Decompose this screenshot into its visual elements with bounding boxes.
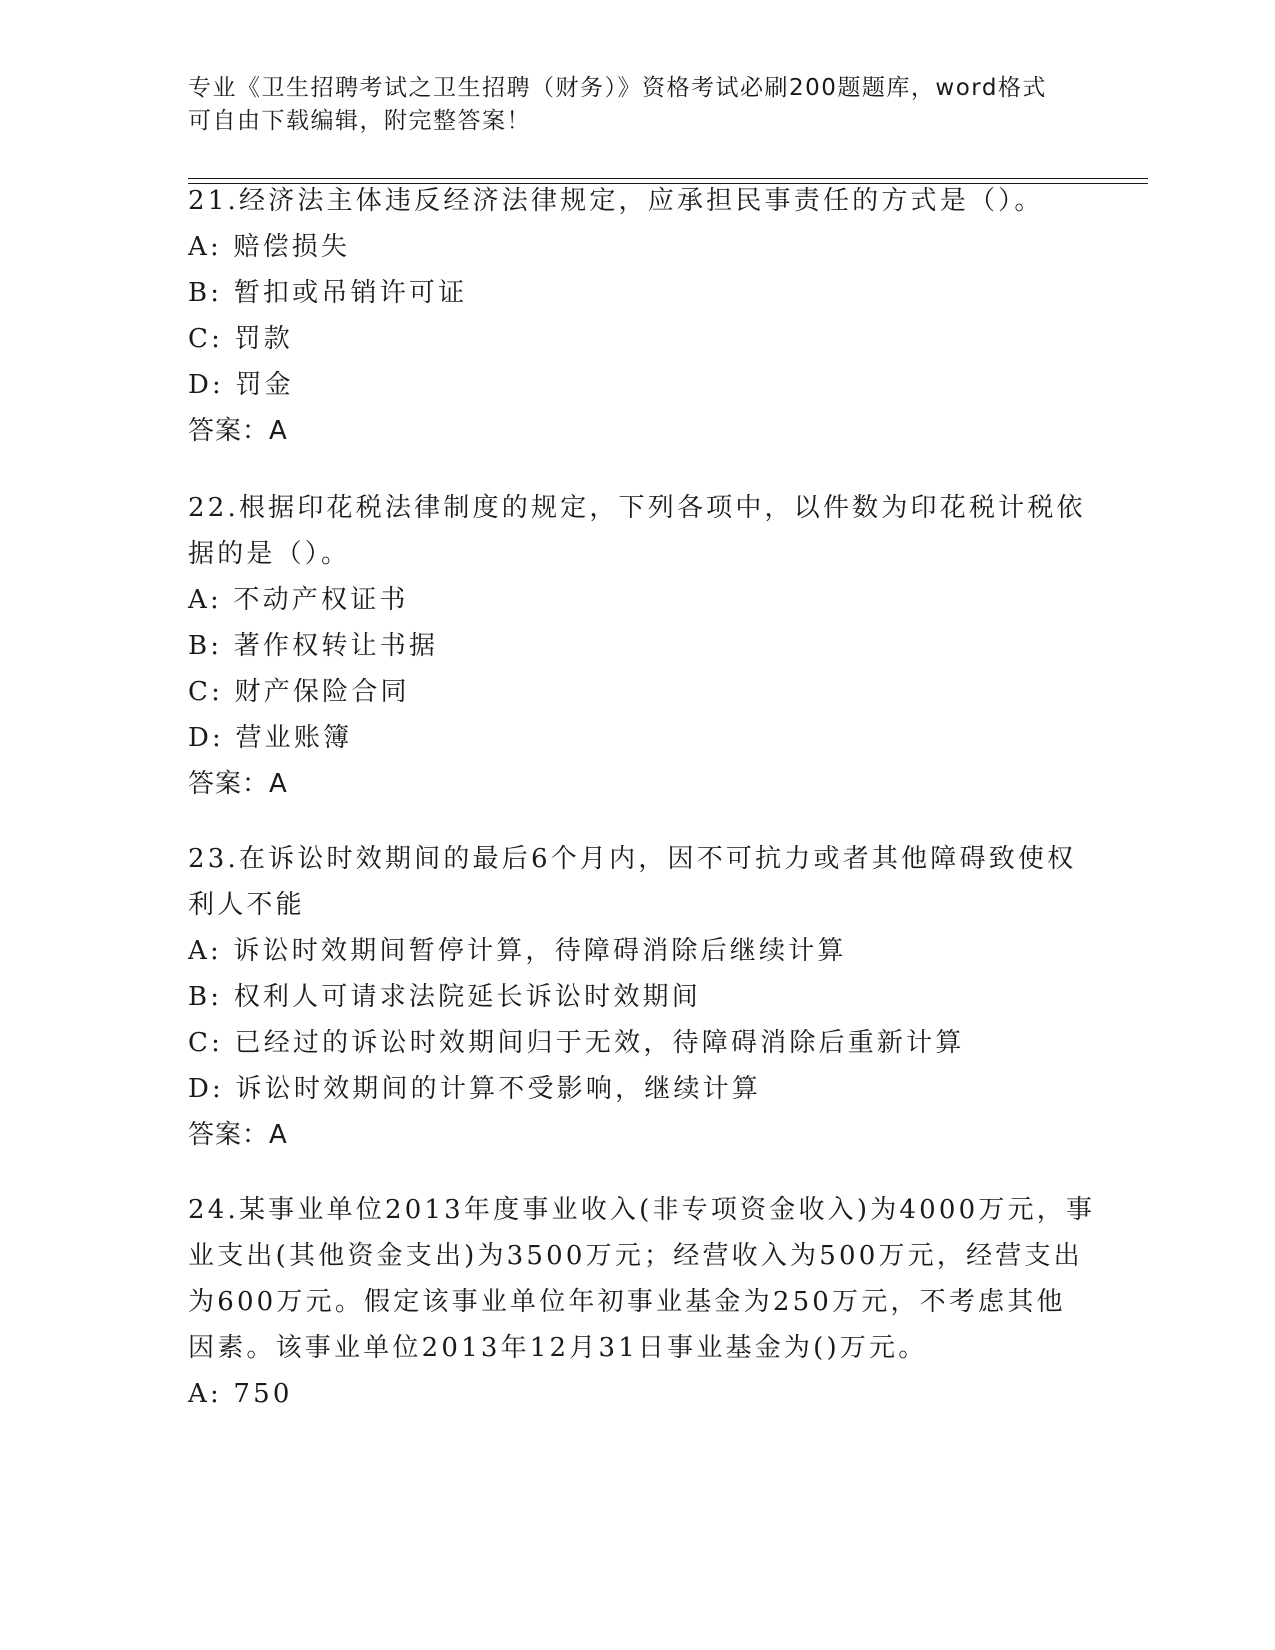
option-a: A: 750 [188,1379,293,1409]
stem-line: 为600万元。假定该事业单位年初事业基金为250万元，不考虑其他 [188,1287,1066,1317]
header-line-2: 可自由下载编辑，附完整答案！ [188,108,531,134]
stem-line: 因素。该事业单位2013年12月31日事业基金为()万元。 [188,1333,928,1363]
option-d: D: 诉讼时效期间的计算不受影响，继续计算 [188,1074,762,1104]
question-24 [188,1187,1096,1417]
option-a: A: 不动产权证书 [188,585,409,615]
stem-line: 22.根据印花税法律制度的规定，下列各项中，以件数为印花税计税依 [188,493,1086,523]
stem-line: 21.经济法主体违反经济法律规定，应承担民事责任的方式是（）。 [188,186,1044,216]
answer-line: 答案：A [188,1120,288,1150]
option-b: B: 著作权转让书据 [188,631,439,661]
stem-line: 据的是（）。 [188,539,351,569]
question-21 [188,178,1068,454]
stem-line: 利人不能 [188,890,305,920]
option-a: A: 赔偿损失 [188,232,351,262]
stem-line: 业支出(其他资金支出)为3500万元；经营收入为500万元，经营支出 [188,1241,1083,1271]
document-header [188,72,1088,138]
option-d: D: 营业账簿 [188,723,353,753]
question-23 [188,836,1077,1158]
option-a: A: 诉讼时效期间暂停计算，待障碍消除后继续计算 [188,936,847,966]
question-stem [188,485,1086,577]
option-c: C: 罚款 [188,324,293,354]
option-b: B: 权利人可请求法院延长诉讼时效期间 [188,982,701,1012]
option-b: B: 暂扣或吊销许可证 [188,278,468,308]
answer-line: 答案：A [188,416,288,446]
question-stem [188,836,1077,928]
answer-line: 答案：A [188,769,288,799]
question-stem [188,1187,1096,1371]
option-c: C: 财产保险合同 [188,677,410,707]
question-22 [188,485,1086,807]
option-c: C: 已经过的诉讼时效期间归于无效，待障碍消除后重新计算 [188,1028,965,1058]
stem-line: 23.在诉讼时效期间的最后6个月内，因不可抗力或者其他障碍致使权 [188,844,1077,874]
stem-line: 24.某事业单位2013年度事业收入(非专项资金收入)为4000万元，事 [188,1195,1096,1225]
header-line-1: 专业《卫生招聘考试之卫生招聘（财务）》资格考试必刷200题题库，word格式 [188,75,1047,101]
option-d: D: 罚金 [188,370,294,400]
question-stem [188,178,1068,224]
